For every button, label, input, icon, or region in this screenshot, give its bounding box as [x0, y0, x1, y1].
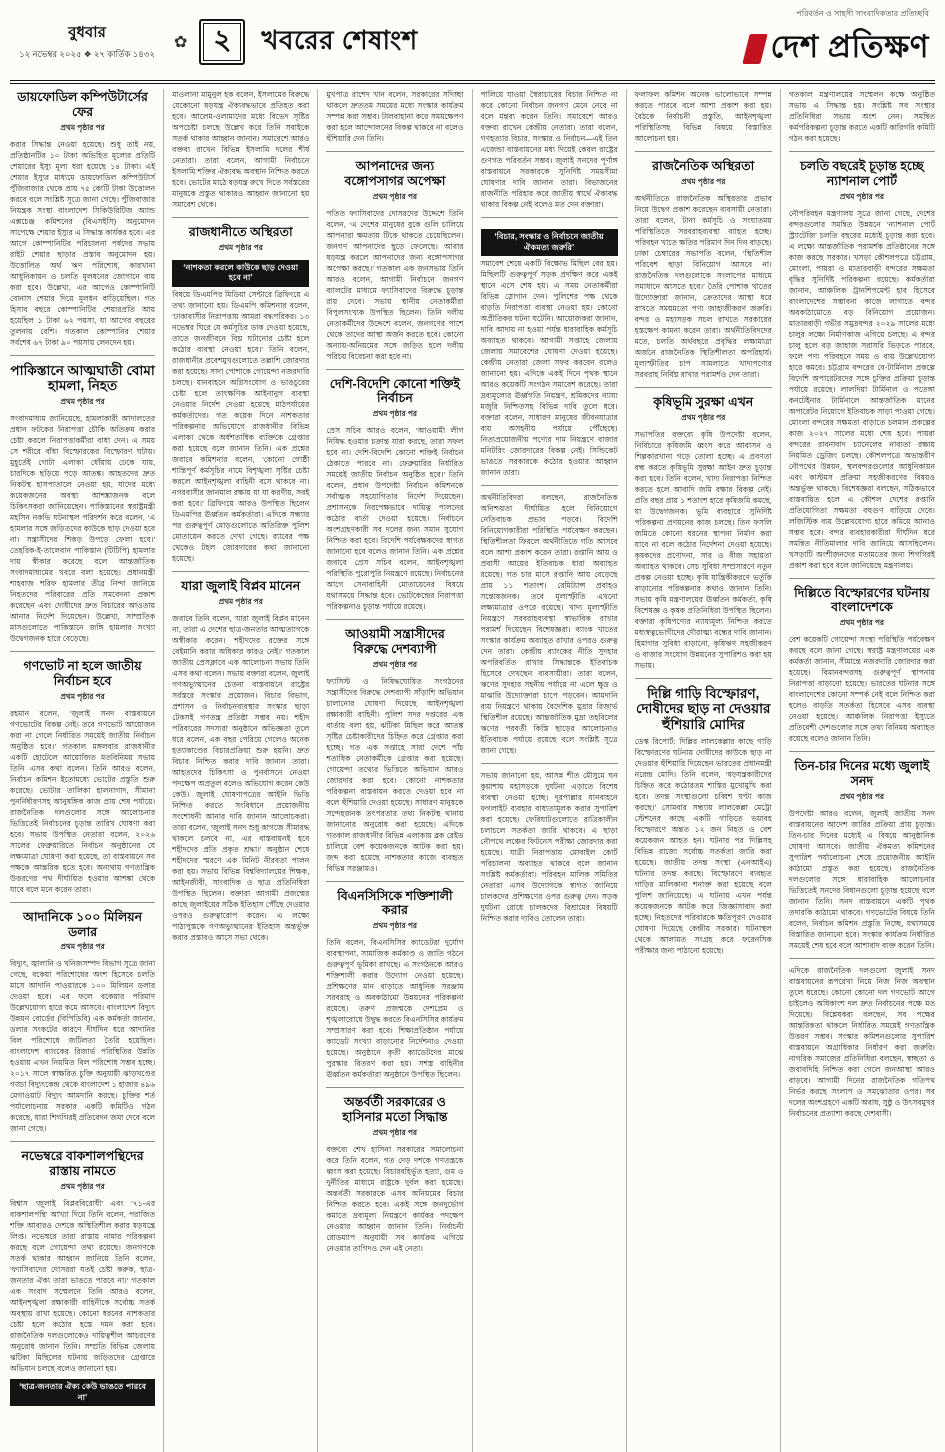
continued-from-label: প্রথম পৃষ্ঠার পর — [372, 1127, 418, 1137]
article-continuation — [481, 763, 618, 924]
logo-flag-icon — [742, 34, 767, 64]
continued-from-label: প্রথম পৃষ্ঠার পর — [839, 618, 885, 627]
article — [326, 881, 463, 1081]
continued-from-label: প্রথম পৃষ্ঠার পর — [218, 242, 263, 252]
paper-logo-row — [746, 23, 929, 75]
article-continuation — [481, 485, 618, 756]
ornament-icon: ✿ — [174, 33, 188, 51]
continued-from-label: প্রথম পৃষ্ঠার পর — [372, 409, 418, 418]
article-headline: আপনাদের জন্য বঙ্গোপসাগর অপেক্ষা — [344, 159, 446, 188]
article-body: নৌপরিবহন মন্ত্রণালয় সূত্রে জানা গেছে, দেশের বন্দরগুলোর সমন্বিত উন্নয়নে ‘ন্যাশনাল পোর্ট স্ট্র্যাটেজি’ চলতি বছরের মধ্যেই চূড়ান্ত করা হবে। এ লক্ষ্যে আন্তর্জাতিক পরামর্শক প্রতিষ্ঠানের সঙ্গে কাজ করছে সরকার। খসড়া কৌশলপত্রে চট্টগ্রাম, মোংলা, পায়রা ও মাতারবাড়ী বন্দরের সক্ষমতা বৃদ্ধির সুনির্দিষ্ট পরিকল্পনা রয়েছে। কর্মকর্তারা জানান, আঞ্চলিক ট্রানশিপমেন্ট হাব হিসেবে বাংলাদেশের সম্ভাবনা কাজে লাগাতে বন্দর অবকাঠামোতে বড় বিনিয়োগ প্রয়োজন। মাতারবাড়ী গভীর সমুদ্রবন্দর ২০২৯ সালের মধ্যে চালুর লক্ষ্যে নির্মাণকাজ এগিয়ে চলছে। এ বন্দর চালু হলে বড় জাহাজ সরাসরি ভিড়তে পারবে, ফলে পণ্য পরিবহনে সময় ও ব্যয় উল্লেখযোগ্য হারে কমবে। চট্টগ্রাম বন্দরের বে-টার্মিনাল প্রকল্পে বিদেশি অপারেটরদের সঙ্গে চুক্তির প্রক্রিয়া চূড়ান্ত পর্যায়ে রয়েছে। লালদিয়া টার্মিনাল ও পতেঙ্গা কনটেইনার টার্মিনালে আন্তর্জাতিক মানের অপারেটর নিয়োগে ইতিবাচক সাড়া পাওয়া গেছে। মোংলা বন্দরের সক্ষমতা বাড়াতে চলমান প্রকল্পের কাজ ২০২৭ সালের মধ্যে শেষ হবে। পায়রা বন্দরের রাবনাবাদ চ্যানেলের নাব্যতা রক্ষায় নিয়মিত ড্রেজিং চলছে। কৌশলপত্রে অভ্যন্তরীণ নৌপথের উন্নয়ন, স্থলবন্দরগুলোর আধুনিকায়ন এবং কাস্টমস প্রক্রিয়া সহজীকরণের বিষয়ও অন্তর্ভুক্ত থাকছে। বিশেষজ্ঞরা বলছেন, সঠিকভাবে বাস্তবায়িত হলে এ কৌশল দেশের রপ্তানি প্রতিযোগিতা সক্ষমতা বহুগুণ বাড়িয়ে দেবে। লজিস্টিক ব্যয় উল্লেখযোগ্য হারে কমিয়ে আনাও সম্ভব হবে। বন্দর ব্যবহারকারীরা দীর্ঘদিন ধরে সমন্বিত নীতিমালার দাবি জানিয়ে আসছিলেন। খসড়াটি অংশীজনদের মতামতের জন্য শিগগিরই প্রকাশ করা হবে বলে জানিয়েছে মন্ত্রণালয়। — [788, 208, 935, 570]
column-6 — [781, 89, 935, 1452]
article — [326, 369, 463, 613]
article-body: ফ্যাসিস্ট ও নিষিদ্ধঘোষিত সংগঠনের সন্ত্রাসীদের বিরুদ্ধে দেশব্যাপী সাঁড়াশি অভিযান চালানোর ঘোষণা দিয়েছে আইনশৃঙ্খলা রক্ষাকারী বাহিনী। পুলিশ সদর দপ্তরের এক বার্তায় বলা হয়, ঝটিকা মিছিল করে আতঙ্ক সৃষ্টির চেষ্টাকারীদের চিহ্নিত করে গ্রেপ্তার করা হচ্ছে। গত এক সপ্তাহে সারা দেশে পাঁচ শতাধিক নেতাকর্মীকে গ্রেপ্তার করা হয়েছে। গোয়েন্দা তথ্যের ভিত্তিতে অভিযান আরও জোরদার করা হবে। কোনো নাশকতার পরিকল্পনা বাস্তবায়ন করতে দেওয়া হবে না বলে হুঁশিয়ারি দেওয়া হয়েছে। সাধারণ মানুষকে সন্দেহজনক তৎপরতার তথ্য নিকটস্থ থানায় জানানোর অনুরোধ করা হয়েছে। এদিকে গতকাল রাজধানীর বিভিন্ন এলাকায় ব্লক রেইড চালিয়ে বেশ কয়েকজনকে আটক করা হয়। জব্দ করা হয়েছে নাশকতার কাজে ব্যবহৃত বিভিন্ন সরঞ্জামও। — [326, 676, 464, 873]
article-body: বক্তব্যে শেখ হাসিনা সরকারের সমালোচনা করে তিনি বলেন, গত দেড় দশকে গণতন্ত্রকে ধ্বংস করা হয়েছে। বিচারবহির্ভূত হত্যা, গুম ও দুর্নীতির মাধ্যমে রাষ্ট্রকে দুর্বল করা হয়েছে। অন্তর্বর্তী সরকারকে এসব অনিয়মের বিচার নিশ্চিত করতে হবে। একই সঙ্গে জনদুর্ভোগ কমাতে দ্রব্যমূল্য নিয়ন্ত্রণে কার্যকর পদক্ষেপ নেওয়ার আহ্বান জানান তিনি। নির্বাচনী রোডম্যাপ অনুযায়ী সব কার্যক্রম এগিয়ে নেওয়ার তাগিদও দেন এই নেতা। — [326, 1144, 464, 1253]
article-headline: বিএনসিসিকে শক্তিশালী করার — [337, 888, 453, 918]
article-headline: দিল্লি গাড়ি বিস্ফোরণ, দোষীদের ছাড় না দেওয়ার হুঁশিয়ারি মোদির — [635, 685, 771, 733]
article-headline: পাকিস্তানে আত্মঘাতী বোমা হামলা, নিহত — [10, 362, 155, 394]
article-body: তিনি বলেন, বিএনসিসির ক্যাডেটরা দুর্যোগ ব্যবস্থাপনা, সামাজিক কর্মকাণ্ড ও জাতি গঠনে গুরুত্বপূর্ণ ভূমিকা রাখছে। এ সংগঠনকে আরও শক্তিশালী করার উদ্যোগ নেওয়া হয়েছে। প্রশিক্ষণের মান বাড়াতে আধুনিক সরঞ্জাম সরবরাহ ও অবকাঠামো উন্নয়নের পরিকল্পনা রয়েছে। তরুণ প্রজন্মকে দেশপ্রেম ও শৃঙ্খলাবোধে উদ্বুদ্ধ করতে বিএনসিসির কার্যক্রম সম্প্রসারণ করা হবে। শিক্ষাপ্রতিষ্ঠান পর্যায়ে ক্যাডেট সংখ্যা বাড়ানোর নির্দেশনাও দেওয়া হয়েছে। অনুষ্ঠানে কৃতী ক্যাডেটদের মাঝে পুরস্কার বিতরণ করা হয়। সশস্ত্র বাহিনীর ঊর্ধ্বতন কর্মকর্তারা অনুষ্ঠানে উপস্থিত ছিলেন। — [326, 938, 464, 1079]
article-body: উপদেষ্টা আরও বলেন, জুলাই জাতীয় সনদ বাস্তবায়নের আদেশ জারির প্রক্রিয়া প্রায় চূড়ান্ত। তিন-চার দিনের মধ্যেই এ বিষয়ে আনুষ্ঠানিক ঘোষণা আসবে। জাতীয় ঐকমত্য কমিশনের সুপারিশ পর্যালোচনা শেষে প্রয়োজনীয় আইনি কাঠামো প্রস্তুত করা হয়েছে। রাজনৈতিক দলগুলোর সঙ্গে ধারাবাহিক আলোচনার ভিত্তিতেই সনদের বিধানগুলো চূড়ান্ত হয়েছে বলে জানান তিনি। সনদ বাস্তবায়নে একটি পৃথক তদারকি কাঠামো থাকবে। গণভোটের বিষয়ে তিনি বলেন, নির্বাচন কমিশন প্রস্তুতি নিচ্ছে, যথাসময়ে বিস্তারিত জানানো হবে। সংস্কার কার্যক্রম নির্ধারিত সময়েই শেষ হবে বলে আশাবাদ ব্যক্ত করেন তিনি। — [788, 808, 935, 950]
article-body: বিশ্বাস ‘জুলাই বিপ্লববিরোধী’ এবং ‘৭১-এর বাকশালপন্থি’ আখ্যা দিয়ে তিনি বলেন, পরাজিত শক্তি আবারও দেশকে অস্থিতিশীল করার ষড়যন্ত্রে লিপ্ত। নভেম্বরে তারা রাস্তায় নামার পরিকল্পনা করছে বলে গোয়েন্দা তথ্য রয়েছে। জনগণকে সতর্ক থাকার আহ্বান জানিয়ে তিনি বলেন, ‘ফ্যাসিবাদের দোসররা যতই চেষ্টা করুক, ছাত্র-জনতার ঐক্য তারা ভাঙতে পারবে না।’ গতকাল এক সংবাদ সম্মেলনে তিনি আরও বলেন, আইনশৃঙ্খলা রক্ষাকারী বাহিনীকে সর্বোচ্চ সতর্ক অবস্থায় রাখা হয়েছে। কোনো ধরনের নাশকতার চেষ্টা হলে কঠোর হস্তে দমন করা হবে। রাজনৈতিক দলগুলোকেও দায়িত্বশীল আচরণের অনুরোধ জানান তিনি। সম্প্রতি বিভিন্ন জেলায় ঝটিকা মিছিলের ঘটনায় জড়িতদের গ্রেপ্তারে অভিযান চলছে বলেও জানানো হয়। — [10, 1198, 156, 1373]
article-body: জবাবে তিনি বলেন, ‘যারা জুলাই বিপ্লব মানেন না, তারা এ দেশের ছাত্র-জনতার আত্মত্যাগকে অস্বীকার করেন। শহীদদের রক্তের সঙ্গে বেইমানি করার অধিকার কারও নেই।’ গতকাল জাতীয় প্রেসক্লাবে এক আলোচনা সভায় তিনি এসব কথা বলেন। সভায় বক্তারা বলেন, জুলাই গণঅভ্যুত্থানের চেতনা বাস্তবায়নে রাষ্ট্রের সর্বস্তরে সংস্কার প্রয়োজন। বিচার বিভাগ, প্রশাসন ও নির্বাচনব্যবস্থার সংস্কার ছাড়া টেকসই গণতন্ত্র প্রতিষ্ঠা সম্ভব নয়। শহীদ পরিবারের সদস্যরা অনুষ্ঠানে অভিজ্ঞতা তুলে ধরে বলেন, এক বছর পেরিয়ে গেলেও অনেক হত্যাকাণ্ডের বিচারপ্রক্রিয়া শুরু হয়নি। দ্রুত বিচার নিশ্চিত করার দাবি জানান তারা। আহতদের চিকিৎসা ও পুনর্বাসনে নেওয়া পদক্ষেপ অপ্রতুল বলেও অভিযোগ করেন কেউ কেউ। জুলাই ঘোষণাপত্রের আইনি ভিত্তি নিশ্চিত করতে সংবিধানে প্রয়োজনীয় সংশোধনী আনার দাবি জানান আলোচকরা। তারা বলেন, ‘জুলাই সনদ শুধু কাগজে সীমাবদ্ধ থাকলে চলবে না, এর বাস্তবায়নই হবে শহীদদের প্রতি প্রকৃত শ্রদ্ধা।’ অনুষ্ঠান শেষে শহীদদের স্মরণে এক মিনিট নীরবতা পালন করা হয়। সভায় বিভিন্ন বিশ্ববিদ্যালয়ের শিক্ষক, আইনজীবী, সাংবাদিক ও ছাত্র প্রতিনিধিরা উপস্থিত ছিলেন। বক্তারা আগামী প্রজন্মের কাছে জুলাইয়ের সঠিক ইতিহাস পৌঁছে দেওয়ার ওপরও গুরুত্বারোপ করেন। এ লক্ষ্যে পাঠ্যপুস্তকে গণঅভ্যুত্থানের ইতিহাস অন্তর্ভুক্ত করার প্রস্তাবও আসে সভা থেকে। — [172, 613, 310, 942]
article-body: বেশ কয়েকটি গোয়েন্দা সংস্থা পরিস্থিতি পর্যবেক্ষণ করছে বলে জানা গেছে। স্বরাষ্ট্র মন্ত্রণালয়ের এক কর্মকর্তা জানান, সীমান্তে নজরদারি জোরদার করা হয়েছে। বিমানবন্দরসহ গুরুত্বপূর্ণ স্থাপনায় নিরাপত্তা বাড়ানো হয়েছে। ভারতের ঘটনার সঙ্গে বাংলাদেশের কোনো সম্পর্ক নেই বলে নিশ্চিত করা হলেও বাড়তি সতর্কতা হিসেবে এসব ব্যবস্থা নেওয়া হয়েছে। আঞ্চলিক নিরাপত্তা ইস্যুতে প্রতিবেশী দেশগুলোর সঙ্গে তথ্য বিনিময় অব্যাহত রয়েছে বলেও জানান তিনি। — [788, 635, 935, 743]
section-title: খবরের শেষাংশ — [261, 24, 418, 55]
article — [10, 355, 155, 645]
article — [10, 90, 155, 348]
article — [10, 1141, 155, 1406]
column-5 — [627, 89, 781, 1452]
column-2 — [164, 89, 318, 1452]
article-continuation — [172, 89, 309, 210]
article-body: ফলাফল কমিশন অনেক ভালোভাবে সম্পন্ন করতে পারবে বলে আশা প্রকাশ করা হয়। বৈঠকে নির্বাচনী প্রস্তুতি, আইনশৃঙ্খলা পরিস্থিতিসহ বিভিন্ন বিষয়ে বিস্তারিত আলোচনা হয়। — [634, 90, 772, 143]
continued-from-label: প্রথম পৃষ্ঠার পর — [60, 942, 105, 952]
article-continuation — [481, 217, 618, 478]
continued-from-label: প্রথম পৃষ্ঠার পর — [681, 412, 726, 422]
article-headline: তিন-চার দিনের মধ্যে জুলাই সনদ — [794, 759, 930, 788]
article-headline: অন্তর্বর্তী সরকারের ও হাসিনার মতো সিদ্ধান্ত — [342, 1095, 448, 1124]
article-headline: আওয়ামী সন্ত্রাসীদের বিরুদ্ধে দেশব্যাপী — [345, 627, 445, 656]
article-body: পতিত ফ্যাসিবাদের দোসরদের উদ্দেশে তিনি বলেন, ‘এ দেশের মানুষের বুকে গুলি চালিয়ে আপনারা ক্ষমতায় টিকে থাকতে চেয়েছিলেন। জনগণ আপনাদের ছুড়ে ফেলেছে। আবার ষড়যন্ত্র করলে আপনাদের জন্য বঙ্গোপসাগর অপেক্ষা করছে।’ গতকাল এক জনসভায় তিনি আরও বলেন, আগামী নির্বাচনে জনগণ ব্যালটের মাধ্যমে ফ্যাসিবাদের বিরুদ্ধে চূড়ান্ত রায় দেবে। সভায় স্থানীয় নেতাকর্মীরা বিপুলসংখ্যক উপস্থিত ছিলেন। তিনি দলীয় নেতাকর্মীদের উদ্দেশে বলেন, জনগণের পাশে থেকে তাদের আস্থা অর্জন করতে হবে। কোনো অন্যায়-অনিয়মের সঙ্গে জড়িত হলে দলীয় পরিচয় বিবেচনা করা হবে না। — [326, 208, 464, 361]
article-headline: চলতি বছরেই চূড়ান্ত হচ্ছে ন্যাশনাল পোর্ট — [800, 159, 924, 188]
article-body: পালিয়ে যাওয়া স্বৈরাচারের বিচার নিশ্চিত না করে কোনো নির্বাচন জনগণ মেনে নেবে না বলে মন্তব্য করেন তিনি। সমাবেশে আরও বক্তব্য রাখেন কেন্দ্রীয় নেতারা। তারা বলেন, গণহত্যার বিচার, সংস্কার ও নির্বাচন—এই তিন এজেন্ডা বাস্তবায়নের মধ্য দিয়েই কেবল রাষ্ট্রের গুণগত পরিবর্তন সম্ভব। জুলাই সনদের পূর্ণাঙ্গ বাস্তবায়নে সরকারকে সুনির্দিষ্ট সময়সীমা ঘোষণার দাবি জানান তারা। বিভাজনের রাজনীতি পরিহার করে জাতীয় স্বার্থে ঐক্যবদ্ধ থাকার বিকল্প নেই বলেও মত দেন বক্তারা। — [480, 90, 618, 209]
paper-tagline: পরিবর্তন ও সাহসী সাংবাদিকতার প্রতিচ্ছবি — [796, 9, 929, 18]
weekday-block — [12, 21, 162, 62]
continued-from-label: প্রথম পৃষ্ঠার পর — [372, 659, 418, 669]
article-body: সভায় জানানো হয়, আসন্ন শীত মৌসুমে ঘন কুয়াশায় মহাসড়কে দুর্ঘটনা এড়াতে বিশেষ ব্যবস্থা নেওয়া হচ্ছে। দূরপাল্লার যানবাহনে ফগলাইট ব্যবহার বাধ্যতামূলক করার সুপারিশ করা হয়েছে। ফেরিঘাটগুলোতে রাত্রিকালীন চলাচলে সতর্কতা জারি থাকবে। এ ছাড়া নৌপথে লঞ্চের ফিটনেস পরীক্ষা জোরদার করা হয়েছে। যাত্রী নিরাপত্তায় মোবাইল কোর্ট পরিচালনা অব্যাহত থাকবে বলে জানান সংশ্লিষ্ট কর্মকর্তারা। পরিবহন মালিক সমিতির নেতারা এসব উদ্যোগকে স্বাগত জানিয়ে চালকদের প্রশিক্ষণের ওপর গুরুত্ব দেন। সড়ক দুর্ঘটনা রোধে চালকদের বিশ্রামের বিষয়টি নিশ্চিত করার দাবিও তোলেন তারা। — [480, 771, 618, 924]
article-continuation — [635, 89, 772, 144]
continued-from-label: প্রথম পৃষ্ঠার পর — [60, 691, 105, 701]
article-headline: দিল্লিতে বিস্ফোরণের ঘটনায় বাংলাদেশকে — [794, 585, 930, 615]
article — [326, 1087, 463, 1254]
article-headline: কৃষিভূমি সুরক্ষা এখন — [653, 394, 754, 409]
article-body: প্রেস সচিব আরও বলেন, ‘আওয়ামী লীগ নিষিদ্ধ হওয়ার চক্রান্ত যারা করছে, তারা সফল হবে না। দেশি-বিদেশি কোনো শক্তিই নির্বাচন ঠেকাতে পারবে না। ফেব্রুয়ারির নির্ধারিত সময়েই জাতীয় নির্বাচন অনুষ্ঠিত হবে।’ তিনি বলেন, প্রধান উপদেষ্টা নির্বাচন কমিশনকে সর্বাত্মক সহযোগিতার নির্দেশ দিয়েছেন। প্রশাসনকে নিরপেক্ষভাবে দায়িত্ব পালনের কঠোর বার্তা দেওয়া হয়েছে। নির্বাচনে অংশগ্রহণকারী সব দলের জন্য সমান সুযোগ নিশ্চিত করা হবে। বিদেশি পর্যবেক্ষকদের স্বাগত জানানো হবে বলেও জানান তিনি। এক প্রশ্নের জবাবে প্রেস সচিব বলেন, আইনশৃঙ্খলা পরিস্থিতি পুরোপুরি নিয়ন্ত্রণে রয়েছে। নির্বাচনের আগে সেনাবাহিনী মোতায়েনের বিষয়ে যথাসময়ে সিদ্ধান্ত হবে। ভোটকেন্দ্রের নিরাপত্তা পরিকল্পনাও চূড়ান্ত পর্যায়ে রয়েছে। — [326, 426, 464, 611]
article-headline: যারা জুলাই বিপ্লব মানেন — [181, 579, 301, 594]
article-body: গতকাল মন্ত্রণালয়ের সম্মেলন কক্ষে অনুষ্ঠিত সভায় এ সিদ্ধান্ত হয়। সংশ্লিষ্ট সব সংস্থার প্রতিনিধিরা সভায় অংশ নেন। সমন্বিত কর্মপরিকল্পনা চূড়ান্ত করতে একটি কারিগরি কমিটি গঠন করা হয়েছে। — [788, 90, 935, 143]
article-body: মাওলানা মামুনুল হক বলেন, ইসলামের বিরুদ্ধে যেকোনো ষড়যন্ত্র ঐক্যবদ্ধভাবে প্রতিহত করা হবে। আলেম-ওলামাদের মধ্যে বিভেদ সৃষ্টির অপচেষ্টা চলছে উল্লেখ করে তিনি সবাইকে সতর্ক থাকার আহ্বান জানান। সমাবেশে আরও বক্তব্য রাখেন বিভিন্ন ইসলামি দলের শীর্ষ নেতারা। তারা বলেন, আগামী নির্বাচনে ইসলামি শক্তির ঐক্যবদ্ধ অবস্থান নিশ্চিত করতে হবে। ভোটের মাঠে ষড়যন্ত্র রুখে দিতে সর্বস্তরের মানুষকে প্রস্তুত থাকারও আহ্বান জানানো হয় সমাবেশ থেকে। — [172, 90, 310, 209]
article-body: অর্থনীতিবিদরা বলছেন, রাজনৈতিক অনিশ্চয়তা দীর্ঘায়িত হলে বিনিয়োগে নেতিবাচক প্রভাব পড়বে। বিদেশি বিনিয়োগকারীরা পরিস্থিতি পর্যবেক্ষণ করছেন। স্থিতিশীলতা ফিরলে অর্থনীতিতে গতি আসবে বলে আশা প্রকাশ করেন তারা। রপ্তানি আয় ও প্রবাসী আয়ের ইতিবাচক ধারা অব্যাহত রয়েছে। গত চার মাসে রপ্তানি আয় বেড়েছে প্রায় ১১ শতাংশ। রেমিট্যান্স প্রবাহও সন্তোষজনক। তবে মূল্যস্ফীতি এখনো লক্ষ্যমাত্রার ওপরে রয়েছে। খাদ্য মূল্যস্ফীতি নিয়ন্ত্রণে সরবরাহব্যবস্থা স্বাভাবিক রাখার পরামর্শ দিয়েছেন বিশেষজ্ঞরা। ব্যাংক খাতের সংস্কার কার্যক্রম অব্যাহত রাখার ওপরও গুরুত্ব দেন তারা। কেন্দ্রীয় ব্যাংকের নীতি সুদহার অপরিবর্তিত রাখার সিদ্ধান্তকে ইতিবাচক হিসেবে দেখছেন ব্যবসায়ীরা। তারা বলেন, ঋণের সুদহার সহনীয় পর্যায়ে না এলে ক্ষুদ্র ও মাঝারি উদ্যোক্তারা চাপে পড়বেন। আমদানি ব্যয় নিয়ন্ত্রণে থাকায় বৈদেশিক মুদ্রার রিজার্ভ স্থিতিশীল রয়েছে। আন্তর্জাতিক মুদ্রা তহবিলের ঋণের পরবর্তী কিস্তি ছাড়ের আলোচনাও ইতিবাচক পর্যায়ে রয়েছে বলে সংশ্লিষ্ট সূত্রে জানা গেছে। — [480, 493, 618, 756]
continued-from-label: প্রথম পৃষ্ঠার পর — [681, 176, 726, 186]
article-headline: নভেম্বরে বাকশালপন্থিদের রাস্তায় নামতে — [21, 1149, 144, 1179]
article — [172, 571, 309, 943]
date-line: ১২ নভেম্বর ২০২৫ ❖ ২৭ কার্তিক ১৪৩২ — [19, 49, 155, 59]
paper-name: দেশ প্রতিক্ষণ — [770, 29, 929, 64]
masthead — [10, 6, 935, 84]
continued-from-label: প্রথম পৃষ্ঠার পর — [60, 1181, 105, 1191]
article-body: রহমান বলেন, ‘জুলাই সনদ বাস্তবায়নে গণভোটের বিকল্প নেই। তবে গণভোট আয়োজন করা না গেলে নির্ধারিত সময়েই জাতীয় নির্বাচন অনুষ্ঠিত হবে।’ গতকাল মঙ্গলবার রাজধানীর একটি হোটেলে আয়োজিত মতবিনিময় সভায় তিনি এসব কথা বলেন। তিনি আরও বলেন, নির্বাচন কমিশন ইতোমধ্যে ভোটের প্রস্তুতি শুরু করেছে। ভোটার তালিকা হালনাগাদ, সীমানা পুনর্নির্ধারণসহ আনুষঙ্গিক কাজ প্রায় শেষ পর্যায়ে। রাজনৈতিক দলগুলোর সঙ্গে আলোচনার ভিত্তিতেই নির্বাচনের চূড়ান্ত তারিখ ঘোষণা করা হবে। সভায় উপস্থিত নেতারা বলেন, ২০২৬ সালের ফেব্রুয়ারিতে নির্বাচন অনুষ্ঠানের যে লক্ষ্যমাত্রা ঘোষণা করা হয়েছে, তা বাস্তবায়নে সব পক্ষকে আন্তরিক হতে হবে। অন্যথায় গণতান্ত্রিক উত্তরণের পথ দীর্ঘায়িত হওয়ার আশঙ্কা থেকে যাবে বলে মনে করেন তারা। — [10, 708, 156, 894]
article-body: এদিকে রাজনৈতিক দলগুলো জুলাই সনদ বাস্তবায়নের রূপরেখা নিয়ে নিজ নিজ অবস্থান তুলে ধরেছে। কোনো কোনো দল গণভোট আগে চাইলেও অধিকাংশ দল দ্রুত নির্বাচনের পক্ষে মত দিয়েছে। বিশ্লেষকরা বলছেন, সব পক্ষের আন্তরিকতা থাকলে নির্ধারিত সময়েই গণতান্ত্রিক উত্তরণ সম্ভব। সংস্কার কমিশনগুলোর সুপারিশ বাস্তবায়নে অগ্রাধিকার নির্ধারণ করা জরুরি। নাগরিক সমাজের প্রতিনিধিরা বলছেন, স্বচ্ছতা ও জবাবদিহি নিশ্চিত করা গেলে জনআস্থা আরও বাড়বে। আগামী দিনের রাজনৈতিক গতিপথ নির্ভর করছে সংলাপ ও সমঝোতার ওপর। সব দলের অংশগ্রহণে একটি অবাধ, সুষ্ঠু ও উৎসবমুখর নির্বাচনের প্রত্যাশা করছে দেশবাসী। — [788, 965, 935, 1118]
article-continuation — [481, 89, 618, 210]
article — [635, 387, 772, 671]
article — [326, 619, 463, 874]
article — [326, 151, 463, 362]
article-body: ডেস্ক রিপোর্ট: দিল্লির লালকেল্লার কাছে গাড়ি বিস্ফোরণের ঘটনায় দোষীদের কাউকে ছাড় না দেওয়ার হুঁশিয়ারি দিয়েছেন ভারতের প্রধানমন্ত্রী নরেন্দ্র মোদি। তিনি বলেন, ‘ষড়যন্ত্রকারীদের চিহ্নিত করে কঠোরতম শাস্তির মুখোমুখি করা হবে। তদন্ত সংস্থাগুলো চব্বিশ ঘণ্টা কাজ করছে।’ সোমবার সন্ধ্যায় লালকেল্লা মেট্রো স্টেশনের কাছে একটি গাড়িতে ভয়াবহ বিস্ফোরণে অন্তত ১২ জন নিহত ও বেশ কয়েকজন আহত হন। ঘটনার পর দিল্লিসহ বিভিন্ন রাজ্যে সর্বোচ্চ সতর্কতা জারি করা হয়েছে। জাতীয় তদন্ত সংস্থা (এনআইএ) ঘটনার তদন্ত করছে। বিস্ফোরণে ব্যবহৃত গাড়ির মালিকানা শনাক্ত করা হয়েছে বলে পুলিশ জানিয়েছে। এ ঘটনায় এখন পর্যন্ত কয়েকজনকে আটক করে জিজ্ঞাসাবাদ করা হচ্ছে। নিহতদের পরিবারকে ক্ষতিপূরণ দেওয়ার ঘোষণা দিয়েছে কেন্দ্রীয় সরকার। ঘটনাস্থল থেকে আলামত সংগ্রহ করে ফরেনসিক পরীক্ষার জন্য পাঠানো হয়েছে। — [634, 737, 772, 956]
article-body: সভাপতির বক্তব্যে কৃষি উপদেষ্টা বলেন, নির্বিচারে কৃষিজমি ধ্বংস করে আবাসন ও শিল্পকারখানা গড়ে তোলা হচ্ছে। এ প্রবণতা বন্ধ করতে কৃষিভূমি সুরক্ষা আইন দ্রুত চূড়ান্ত করা হবে। তিনি বলেন, খাদ্য নিরাপত্তা নিশ্চিত করতে হলে আবাদি জমি রক্ষার বিকল্প নেই। প্রতি বছর প্রায় ১ শতাংশ হারে কৃষিজমি কমছে, যা উদ্বেগজনক। ভূমি ব্যবহারে সুনির্দিষ্ট পরিকল্পনা প্রণয়নের কাজ চলছে। তিন ফসলি জমিতে কোনো ধরনের স্থাপনা নির্মাণ করা যাবে না বলে কঠোর নির্দেশনা দেওয়া হয়েছে। কৃষকদের প্রণোদনা, সার ও বীজ সহায়তা অব্যাহত থাকবে। সেচ সুবিধা সম্প্রসারণে নতুন প্রকল্প নেওয়া হচ্ছে। কৃষি যান্ত্রিকীকরণে ভর্তুকি বাড়ানোর পরিকল্পনার কথাও জানান তিনি। সভায় কৃষি মন্ত্রণালয়ের ঊর্ধ্বতন কর্মকর্তা, কৃষি বিশেষজ্ঞ ও কৃষক প্রতিনিধিরা উপস্থিত ছিলেন। বক্তারা কৃষিপণ্যের ন্যায্যমূল্য নিশ্চিত করতে মধ্যস্বত্বভোগীদের দৌরাত্ম্য বন্ধের দাবি জানান। হিমাগার সুবিধা বাড়ানো, কৃষিঋণ সহজীকরণ ও বাজার সংযোগ উন্নয়নের সুপারিশও করা হয় সভায়। — [634, 429, 772, 670]
article-continuation — [789, 89, 935, 144]
article — [789, 578, 935, 745]
article-body: সমাবেশ শেষে একটি বিক্ষোভ মিছিল বের হয়। মিছিলটি গুরুত্বপূর্ণ সড়ক প্রদক্ষিণ করে একই স্থানে এসে শেষ হয়। এ সময় নেতাকর্মীরা বিভিন্ন স্লোগান দেন। পুলিশের পক্ষ থেকে বাড়তি নিরাপত্তা ব্যবস্থা নেওয়া হয়। কোনো অপ্রীতিকর ঘটনা ঘটেনি। আয়োজকরা জানান, দাবি আদায় না হওয়া পর্যন্ত ধারাবাহিক কর্মসূচি অব্যাহত থাকবে। আগামী সপ্তাহে জেলায় জেলায় সমাবেশের ঘোষণা দেওয়া হয়েছে। কেন্দ্রীয় নেতারা জেলা সফর করবেন বলেও জানানো হয়। এদিকে একই দিনে পৃথক স্থানে আরও কয়েকটি সংগঠন সমাবেশ করেছে। তারা দ্রব্যমূল্যের ঊর্ধ্বগতি নিয়ন্ত্রণ, শ্রমিকদের ন্যায্য মজুরি নিশ্চিতসহ বিভিন্ন দাবি তুলে ধরে। বক্তারা বলেন, সাধারণ মানুষের জীবনযাত্রার ব্যয় অসহনীয় পর্যায়ে পৌঁছেছে। নিত্যপ্রয়োজনীয় পণ্যের দাম নিয়ন্ত্রণে বাজার মনিটরিং জোরদারের বিকল্প নেই। সিন্ডিকেট ভাঙতে সরকারকে কঠোর হওয়ার আহ্বান জানান তারা। — [480, 259, 618, 478]
paper-logo — [746, 8, 933, 75]
article — [172, 217, 309, 564]
continued-from-label: প্রথম পৃষ্ঠার পর — [60, 122, 105, 132]
article-body: মুখপাত্র রাশেদ খান বলেন, সরকারের সদিচ্ছা থাকলে দ্রুততম সময়ের মধ্যে সংস্কার কার্যক্রম সম্পন্ন করা সম্ভব। টালবাহানা করে সময়ক্ষেপণ করা হলে আন্দোলনের বিকল্প থাকবে না বলেও হুঁশিয়ারি দেন তিনি। — [326, 90, 464, 143]
article — [789, 151, 935, 571]
article-body: সংবাদমাধ্যম জানিয়েছে, হামলাকারী আদালতের প্রধান ফটকের নিরাপত্তা চৌকি অতিক্রম করার চেষ্টা করলে নিরাপত্তাকর্মীরা বাধা দেন। এ সময় সে শরীরে বাঁধা বিস্ফোরকের বিস্ফোরণ ঘটায়। মুহূর্তেই গোটা এলাকা ধোঁয়ায় ঢেকে যায়, চারদিকে ছড়িয়ে পড়ে আতঙ্ক। আহতদের দ্রুত নিকটস্থ হাসপাতালে নেওয়া হয়, যাদের মধ্যে কয়েকজনের অবস্থা আশঙ্কাজনক বলে চিকিৎসকরা জানিয়েছেন। পাকিস্তানের স্বরাষ্ট্রমন্ত্রী মহসিন নকভি ঘটনাস্থল পরিদর্শন করে বলেন, ‘এ হামলার সঙ্গে জড়িতদের কাউকে ছাড় দেওয়া হবে না। সন্ত্রাসীদের শিকড় উপড়ে ফেলা হবে।’ তেহরিক-ই-তালেবান পাকিস্তান (টিটিপি) হামলার দায় স্বীকার করেছে বলে আন্তর্জাতিক সংবাদমাধ্যমের খবরে বলা হয়েছে। প্রধানমন্ত্রী শাহবাজ শরিফ হামলার তীব্র নিন্দা জানিয়ে নিহতদের পরিবারের প্রতি সমবেদনা প্রকাশ করেছেন এবং দোষীদের দ্রুত বিচারের আওতায় আনার নির্দেশ দিয়েছেন। উল্লেখ্য, সাম্প্রতিক মাসগুলোতে পাকিস্তানে জঙ্গি হামলার সংখ্যা উদ্বেগজনক হারে বেড়েছে। — [10, 414, 156, 644]
highlight-quote: ‘বিচার, সংস্কার ও নির্বাচনে জাতীয় ঐকমত্য জরুরি’ — [481, 229, 618, 256]
article-headline: গণভোট না হলে জাতীয় নির্বাচন হবে — [23, 659, 142, 689]
article — [10, 902, 155, 1135]
continued-from-label: প্রথম পৃষ্ঠার পর — [839, 191, 885, 201]
article-body: অর্থনীতিতে রাজনৈতিক অস্থিরতার প্রভাব নিয়ে উদ্বেগ প্রকাশ করেছেন ব্যবসায়ী নেতারা। তারা বলেন, টানা কর্মসূচি ও সংঘাতময় পরিস্থিতিতে সরবরাহব্যবস্থা ব্যাহত হচ্ছে। পরিবহন খাতে ক্ষতির পরিমাণ দিন দিন বাড়ছে। ঢাকা চেম্বারের সভাপতি বলেন, ‘স্থিতিশীল পরিবেশ ছাড়া বিনিয়োগ আসবে না। রাজনৈতিক দলগুলোকে সংলাপের মাধ্যমে সমাধানে আসতে হবে।’ তৈরি পোশাক খাতের উদ্যোক্তারা জানান, ক্রেতাদের আস্থা ধরে রাখতে সময়মতো পণ্য জাহাজীকরণ জরুরি। বন্দর ও মহাসড়ক সচল রাখতে সরকারের হস্তক্ষেপ কামনা করেন তারা। অর্থনীতিবিদদের মতে, চলতি অর্থবছরে প্রবৃদ্ধির লক্ষ্যমাত্রা অর্জনে রাজনৈতিক স্থিতিশীলতা অপরিহার্য। মূল্যস্ফীতির চাপ সামলাতে খাদ্যপণ্যের সরবরাহ নির্বিঘ্ন রাখার পরামর্শও দেন তারা। — [634, 193, 772, 379]
article-headline: রাজনৈতিক অস্থিরতা — [652, 159, 755, 173]
column-4 — [473, 89, 627, 1452]
article-headline: আদানিকে ১০০ মিলিয়ন ডলার — [23, 909, 143, 939]
article-continuation — [326, 89, 463, 144]
article-continuation — [789, 958, 935, 1119]
article-body: বিদ্যুৎ, জ্বালানি ও খনিজসম্পদ বিভাগ সূত্রে জানা গেছে, বকেয়া পরিশোধের অংশ হিসেবে চলতি মাসে আদানি পাওয়ারকে ১০০ মিলিয়ন ডলার দেওয়া হবে। এর ফলে বকেয়ার পরিমাণ উল্লেখযোগ্য হারে কমে আসবে। বাংলাদেশ বিদ্যুৎ উন্নয়ন বোর্ডের (বিপিডিবি) এক কর্মকর্তা জানান, ডলার সংকটের কারণে দীর্ঘদিন ধরে আদানির বিল পরিশোধে জটিলতা তৈরি হয়েছিল। বাংলাদেশ ব্যাংকের রিজার্ভ পরিস্থিতির উন্নতি হওয়ায় এখন নিয়মিত বিল পরিশোধ সম্ভব হচ্ছে। ২০১৭ সালে স্বাক্ষরিত চুক্তি অনুযায়ী ঝাড়খণ্ডের গড্ডা বিদ্যুৎকেন্দ্র থেকে বাংলাদেশ ১ হাজার ৪৯৬ মেগাওয়াট বিদ্যুৎ আমদানি করছে। চুক্তির শর্ত পর্যালোচনায় সরকার একটি কমিটিও গঠন করেছে, যারা শিগগিরই প্রতিবেদন জমা দেবে বলে জানা গেছে। — [10, 959, 156, 1134]
continued-from-label: প্রথম পৃষ্ঠার পর — [372, 921, 418, 930]
weekday-label: বুধবার — [68, 24, 106, 41]
article — [10, 651, 155, 895]
continued-from-label: প্রথম পৃষ্ঠার পর — [372, 191, 418, 201]
article — [635, 151, 772, 380]
column-1 — [10, 89, 164, 1452]
highlight-quote: ‘নাশকতা করলে কাউকে ছাড় দেওয়া হবে না’ — [172, 260, 309, 287]
article — [635, 678, 772, 957]
continued-from-label: প্রথম পৃষ্ঠার পর — [839, 791, 885, 801]
article — [789, 751, 935, 951]
highlight-quote: ‘ছাত্র-জনতার ঐক্য কেউ ভাঙতে পারবে না’ — [10, 1379, 155, 1406]
articles-grid — [10, 89, 935, 1452]
article-headline: ডায়ফোডিল কম্পিউটার্সের ফের — [17, 90, 148, 119]
article-body: করার সিদ্ধান্ত নেওয়া হয়েছে। শুধু তাই নয়, প্রতিষ্ঠানটির ১০ টাকা অভিহিত মূল্যের প্রতিটি শেয়ারের ইস্যু মূল্য ধরা হয়েছে ১৪ টাকা। এই শেয়ার ইস্যুর মাধ্যমে ডায়ফোডিল কম্পিউটার্স পুঁজিবাজার থেকে প্রায় ৭৫ কোটি টাকা উত্তোলন করবে বলে সংশ্লিষ্ট সূত্রে জানা গেছে। পুঁজিবাজার নিয়ন্ত্রক সংস্থা বাংলাদেশ সিকিউরিটিজ অ্যান্ড এক্সচেঞ্জ কমিশনের (বিএসইসি) অনুমোদন সাপেক্ষে শেয়ার ইস্যুর এ সিদ্ধান্ত কার্যকর হবে। এর আগে কোম্পানিটির পরিচালনা পর্ষদের সভায় রাইট শেয়ার ছাড়ার প্রস্তাব অনুমোদন হয়। উত্তোলিত অর্থ ঋণ পরিশোধ, কারখানা আধুনিকায়ন ও চলতি মূলধনের জোগানে ব্যয় করা হবে। উল্লেখ্য, এর আগেও কোম্পানিটি বোনাস শেয়ার দিয়ে মূলধন বাড়িয়েছিল। গত হিসাব বছরে কোম্পানিটির শেয়ারপ্রতি আয় হয়েছিল ১ টাকা ৬২ পয়সা, যা আগের বছরের তুলনায় বেশি। গতকাল কোম্পানির শেয়ার সর্বশেষ ৬৭ টাকা ৯০ পয়সায় লেনদেন হয়। — [10, 139, 156, 347]
column-3 — [318, 89, 472, 1452]
article-body: বিষয়ে ডিএমপির মিডিয়া সেন্টারে ব্রিফিংয়ে এ তথ্য জানানো হয়। ডিএমপি কমিশনার বলেন, ‘ঢাকাবাসীর নিরাপত্তায় আমরা বদ্ধপরিকর। ১৩ নভেম্বর ঘিরে যে কর্মসূচির ডাক দেওয়া হয়েছে, তাতে জনজীবনে বিঘ্ন ঘটানোর চেষ্টা হলে কঠোর ব্যবস্থা নেওয়া হবে।’ তিনি বলেন, রাজধানীর প্রবেশমুখগুলোতে তল্লাশি জোরদার করা হয়েছে। সাদা পোশাকে গোয়েন্দা নজরদারি চলছে। যানবাহনে অগ্নিসংযোগ ও ভাঙচুরের চেষ্টা হলে তাৎক্ষণিক আইনানুগ ব্যবস্থা নেওয়ার নির্দেশ দেওয়া হয়েছে মাঠপর্যায়ের কর্মকর্তাদের। গত কয়েক দিনে নাশকতার পরিকল্পনার অভিযোগে রাজধানীর বিভিন্ন এলাকা থেকে অর্ধশতাধিক ব্যক্তিকে গ্রেপ্তার করা হয়েছে বলে জানান তিনি। এক প্রশ্নের জবাবে কমিশনার বলেন, ‘কোনো গোষ্ঠী শান্তিপূর্ণ কর্মসূচির নামে বিশৃঙ্খলা সৃষ্টির চেষ্টা করলে আইনশৃঙ্খলা বাহিনী বসে থাকবে না। নগরবাসীর জানমাল রক্ষায় যা যা করণীয়, সবই করা হবে।’ ব্রিফিংয়ে আরও উপস্থিত ছিলেন ডিএমপির ঊর্ধ্বতন কর্মকর্তারা। এদিকে সন্ধ্যার পর গুরুত্বপূর্ণ মোড়গুলোতে অতিরিক্ত পুলিশ মোতায়েন করতে দেখা গেছে। র‍্যাবের পক্ষ থেকেও টহল জোরদারের কথা জানানো হয়েছে। — [172, 290, 310, 564]
continued-from-label: প্রথম পৃষ্ঠার পর — [60, 397, 105, 407]
article-headline: দেশি-বিদেশি কোনো শক্তিই নির্বাচন — [329, 376, 460, 406]
continued-from-label: প্রথম পৃষ্ঠার পর — [218, 596, 263, 606]
article-headline: রাজধানীতে অস্থিরতা — [188, 225, 293, 239]
page-number: ২ — [199, 19, 245, 65]
